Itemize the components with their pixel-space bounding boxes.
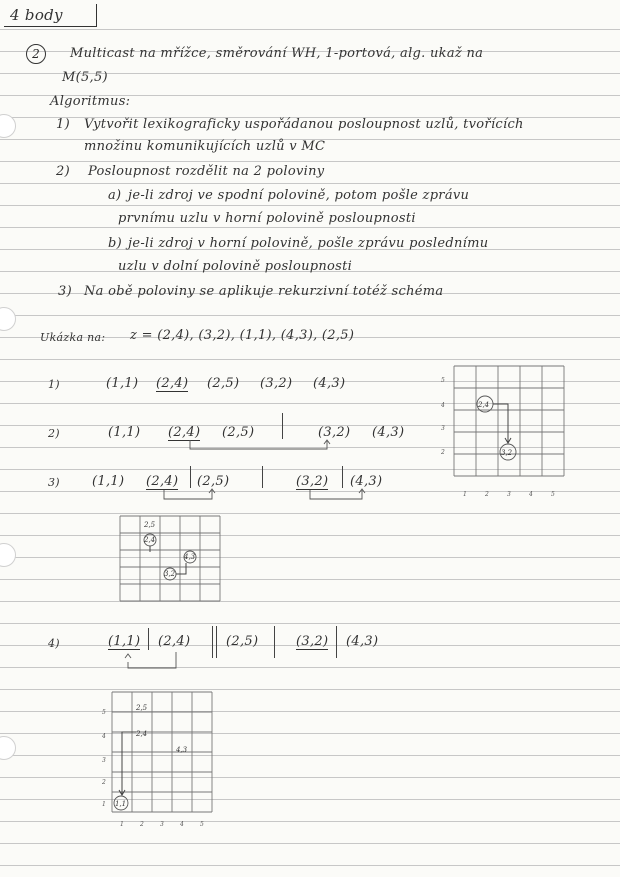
y-axis-label: 3 xyxy=(441,425,445,432)
points-label: 4 body xyxy=(10,6,63,24)
split-divider xyxy=(212,626,213,658)
step-num: b) xyxy=(108,236,122,251)
grid-lines xyxy=(112,692,212,812)
split-divider xyxy=(342,466,343,488)
step-text: je-li zdroj v horní polovině, pošle zprávu poslednímu xyxy=(128,236,489,251)
node-text: 2,4 xyxy=(478,401,490,409)
split-divider xyxy=(216,626,217,658)
node-text: 1,1 xyxy=(115,800,127,808)
step-text: množinu komunikujících uzlů v MC xyxy=(84,139,326,154)
row-number: 3) xyxy=(48,476,60,489)
node-text: 2,5 xyxy=(136,704,148,712)
row-number: 4) xyxy=(48,637,60,650)
node-label: (1,1) xyxy=(92,474,125,489)
task-line-1: Multicast na mřížce, směrování WH, 1-portová, alg. ukaž na xyxy=(70,46,484,61)
task-number: 2 xyxy=(26,44,46,64)
step-num: 3) xyxy=(58,284,72,299)
punch-hole xyxy=(0,114,16,138)
grid-lines xyxy=(120,516,220,601)
split-divider xyxy=(336,626,337,658)
node-label: (3,2) xyxy=(296,634,329,649)
route-arrow xyxy=(122,732,136,794)
step-text: Posloupnost rozdělit na 2 poloviny xyxy=(88,164,325,179)
node-label: (2,5) xyxy=(222,425,255,440)
row-number: 1) xyxy=(48,378,60,391)
mesh-grid-3 xyxy=(100,688,230,828)
route-arrow xyxy=(176,563,186,574)
split-divider xyxy=(190,466,191,488)
x-axis-label: 2 xyxy=(140,821,144,828)
step-text: je-li zdroj ve spodní polovině, potom pošle zprávu xyxy=(128,188,470,203)
y-axis-label: 5 xyxy=(102,709,106,716)
node-label: (3,2) xyxy=(260,376,293,391)
mesh-grid-1 xyxy=(438,362,578,502)
task-line-2: M(5,5) xyxy=(62,70,108,85)
node-label: (3,2) xyxy=(296,474,329,489)
step-num: 1) xyxy=(56,117,70,132)
row-number: 2) xyxy=(48,427,60,440)
y-axis-label: 1 xyxy=(102,801,106,808)
split-divider xyxy=(262,466,263,488)
node-text: 3,2 xyxy=(164,570,176,578)
send-arrow xyxy=(0,0,1,1)
y-axis-label: 5 xyxy=(441,377,445,384)
mesh-grid-2 xyxy=(114,512,224,608)
node-text: 4,3 xyxy=(184,553,196,561)
punch-hole xyxy=(0,307,16,331)
step-num: 2) xyxy=(56,164,70,179)
x-axis-label: 2 xyxy=(485,491,489,498)
x-axis-label: 5 xyxy=(200,821,204,828)
y-axis-label: 3 xyxy=(102,757,106,764)
node-label: (2,5) xyxy=(197,474,230,489)
node-label: (2,4) xyxy=(158,634,191,649)
example-set: z = (2,4), (3,2), (1,1), (4,3), (2,5) xyxy=(130,328,355,343)
step-text: prvnímu uzlu v horní polovině posloupnosti xyxy=(118,211,416,226)
algorithm-heading: Algoritmus: xyxy=(50,94,131,109)
step-text: Na obě poloviny se aplikuje rekurzivní totéž schéma xyxy=(84,284,444,299)
x-axis-label: 5 xyxy=(551,491,555,498)
node-text: 3,2 xyxy=(501,449,513,457)
node-text: 4,3 xyxy=(176,746,188,754)
example-label: Ukázka na: xyxy=(40,331,106,344)
punch-hole xyxy=(0,543,16,567)
y-axis-label: 2 xyxy=(441,449,445,456)
node-label: (2,4) xyxy=(156,376,189,391)
node-text: 2,4 xyxy=(144,536,156,544)
step-num: a) xyxy=(108,188,122,203)
node-label: (2,5) xyxy=(226,634,259,649)
x-axis-label: 3 xyxy=(160,821,164,828)
punch-hole xyxy=(0,736,16,760)
y-axis-label: 2 xyxy=(102,779,106,786)
node-label: (1,1) xyxy=(108,634,141,649)
node-label: (4,3) xyxy=(350,474,383,489)
node-label: (1,1) xyxy=(108,425,141,440)
x-axis-label: 4 xyxy=(529,491,533,498)
step-text: uzlu v dolní polovině posloupnosti xyxy=(118,259,353,274)
y-axis-label: 4 xyxy=(102,733,106,740)
node-text: 2,5 xyxy=(144,521,156,529)
node-label: (2,4) xyxy=(146,474,179,489)
split-divider xyxy=(274,626,275,658)
x-axis-label: 4 xyxy=(180,821,184,828)
step-text: Vytvořit lexikograficky uspořádanou posloupnost uzlů, tvořících xyxy=(84,117,524,132)
x-axis-label: 1 xyxy=(120,821,124,828)
node-label: (4,3) xyxy=(372,425,405,440)
node-label: (4,3) xyxy=(313,376,346,391)
split-divider xyxy=(148,628,149,650)
split-divider xyxy=(282,413,283,439)
node-label: (3,2) xyxy=(318,425,351,440)
node-label: (4,3) xyxy=(346,634,379,649)
y-axis-label: 4 xyxy=(441,402,445,409)
x-axis-label: 1 xyxy=(463,491,467,498)
node-text: 2,4 xyxy=(136,730,148,738)
node-label: (2,4) xyxy=(168,425,201,440)
x-axis-label: 3 xyxy=(507,491,511,498)
node-label: (2,5) xyxy=(207,376,240,391)
node-label: (1,1) xyxy=(106,376,139,391)
